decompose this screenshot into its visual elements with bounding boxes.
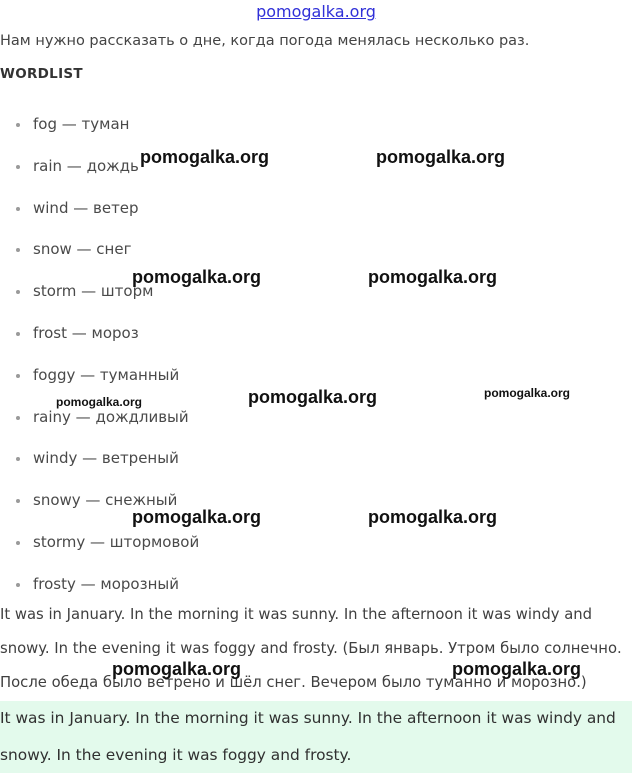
- watermark-text: pomogalka.org: [484, 386, 571, 400]
- wordlist-heading: WORDLIST: [0, 66, 83, 82]
- watermark-text: pomogalka.org: [140, 147, 270, 167]
- wordlist-item: windy — ветреный: [0, 438, 199, 480]
- answer-text: It was in January. In the morning it was sunny. In the afternoon it was windy and snowy. In the evening it was foggy and frosty.: [0, 709, 616, 764]
- story-paragraph: It was in January. In the morning it was sunny. In the afternoon it was windy and snowy. In the evening it was foggy and frosty. (Был январь. Утром было солнечно. После обеда было ветрено и шёл снег. Вечером было туманно и морозно.): [0, 606, 622, 691]
- wordlist-item: frosty — морозный: [0, 564, 199, 606]
- wordlist-item: rain — дождь: [0, 146, 199, 188]
- watermark-text: pomogalka.org: [56, 395, 143, 409]
- watermark-text: pomogalka.org: [248, 387, 378, 407]
- watermark-text: pomogalka.org: [452, 659, 582, 679]
- wordlist-item: snow — снег: [0, 229, 199, 271]
- wordlist-item: stormy — штормовой: [0, 522, 199, 564]
- wordlist-item: snowy — снежный: [0, 480, 199, 522]
- watermark-text: pomogalka.org: [112, 659, 242, 679]
- wordlist-item: foggy — туманный: [0, 355, 199, 397]
- watermark-text: pomogalka.org: [368, 267, 498, 287]
- wordlist-item: rainy — дождливый: [0, 397, 199, 439]
- top-watermark-link[interactable]: pomogalka.org: [256, 2, 376, 21]
- wordlist: [0, 104, 199, 606]
- wordlist-item: frost — мороз: [0, 313, 199, 355]
- answer-box: [0, 701, 632, 773]
- wordlist-item: storm — шторм: [0, 271, 199, 313]
- watermark-text: pomogalka.org: [368, 507, 498, 527]
- wordlist-item: wind — ветер: [0, 188, 199, 230]
- watermark-text: pomogalka.org: [376, 147, 506, 167]
- watermark-text: pomogalka.org: [132, 267, 262, 287]
- intro-text: Нам нужно рассказать о дне, когда погода менялась несколько раз.: [0, 33, 530, 49]
- wordlist-item: fog — туман: [0, 104, 199, 146]
- watermark-text: pomogalka.org: [132, 507, 262, 527]
